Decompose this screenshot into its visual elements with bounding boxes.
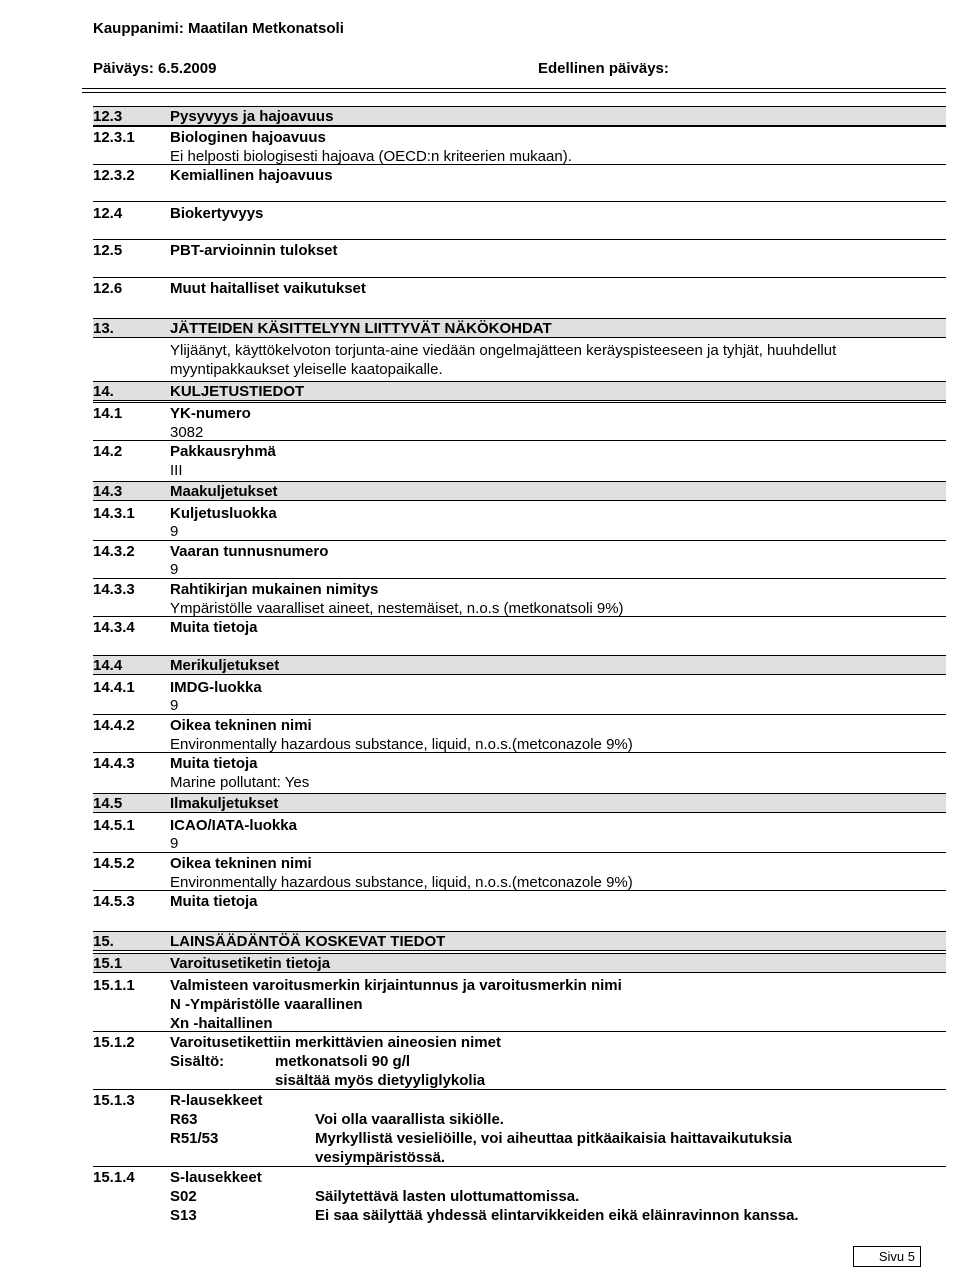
phrase-text: Voi olla vaarallista sikiölle. [315, 1111, 504, 1128]
section-title: LAINSÄÄDÄNTÖÄ KOSKEVAT TIEDOT [170, 933, 446, 950]
item-label: YK-numero [170, 405, 251, 422]
item-number: 12.3.2 [93, 167, 135, 184]
divider [93, 714, 946, 715]
page-number: Sivu 5 [853, 1246, 921, 1267]
item-label: Valmisteen varoitusmerkin kirjaintunnus ja varoitusmerkin nimi [170, 977, 622, 994]
item-label: Muita tietoja [170, 893, 258, 910]
content-value: sisältää myös dietyyliglykolia [275, 1072, 486, 1089]
divider [93, 890, 946, 891]
item-number: 12.6 [93, 280, 123, 297]
item-label: Pakkausryhmä [170, 443, 276, 460]
item-label: PBT-arvioinnin tulokset [170, 242, 338, 259]
item-value: 9 [170, 835, 179, 852]
divider [93, 1089, 946, 1090]
divider [93, 540, 946, 541]
item-number: 12.3.1 [93, 129, 135, 146]
divider [93, 440, 946, 441]
item-number: 15.1.1 [93, 977, 135, 994]
item-label: Vaaran tunnusnumero [170, 543, 329, 560]
section-text: Ylijäänyt, käyttökelvoton torjunta-aine viedään ongelmajätteen keräyspisteeseen ja tyhjät, huuhdellut [170, 342, 837, 359]
phrase-code: R63 [170, 1111, 198, 1128]
item-label: Maakuljetukset [170, 483, 278, 500]
divider [93, 616, 946, 617]
item-value: N -Ympäristölle vaarallinen [170, 996, 363, 1013]
phrase-code: S02 [170, 1188, 197, 1205]
item-number: 14.5 [93, 795, 123, 812]
divider [93, 852, 946, 853]
section-number: 14. [93, 383, 114, 400]
divider [93, 578, 946, 579]
item-number: 14.5.3 [93, 893, 135, 910]
item-number: 14.4.3 [93, 755, 135, 772]
item-label: Biokertyvyys [170, 205, 264, 222]
document-date: Päiväys: 6.5.2009 [93, 60, 217, 77]
item-number: 14.3 [93, 483, 123, 500]
item-label: Oikea tekninen nimi [170, 855, 312, 872]
item-label: Varoitusetikettiin merkittävien aineosien nimet [170, 1034, 501, 1051]
divider [93, 402, 946, 403]
item-value: Environmentally hazardous substance, liquid, n.o.s.(metconazole 9%) [170, 874, 633, 891]
section-number: 12.3 [93, 108, 123, 125]
phrase-text: vesiympäristössä. [315, 1149, 446, 1166]
divider [93, 752, 946, 753]
item-number: 14.3.4 [93, 619, 135, 636]
phrase-code: S13 [170, 1207, 197, 1224]
item-label: Ilmakuljetukset [170, 795, 279, 812]
divider [93, 164, 946, 165]
item-value: Environmentally hazardous substance, liquid, n.o.s.(metconazole 9%) [170, 736, 633, 753]
previous-date: Edellinen päiväys: [538, 60, 669, 77]
phrase-code: R51/53 [170, 1130, 219, 1147]
item-number: 14.4.2 [93, 717, 135, 734]
section-number: 15. [93, 933, 114, 950]
item-value: Marine pollutant: Yes [170, 774, 310, 791]
item-label: Kuljetusluokka [170, 505, 277, 522]
content-key: Sisältö: [170, 1053, 225, 1070]
item-number: 15.1.3 [93, 1092, 135, 1109]
section-title: JÄTTEIDEN KÄSITTELYYN LIITTYVÄT NÄKÖKOHDAT [170, 320, 552, 337]
item-value: 9 [170, 697, 179, 714]
item-number: 14.5.2 [93, 855, 135, 872]
item-label: Rahtikirjan mukainen nimitys [170, 581, 379, 598]
item-number: 15.1 [93, 955, 123, 972]
item-number: 14.3.2 [93, 543, 135, 560]
divider [93, 1031, 946, 1032]
item-number: 14.5.1 [93, 817, 135, 834]
section-number: 13. [93, 320, 114, 337]
item-label: Muita tietoja [170, 755, 258, 772]
item-value: 3082 [170, 424, 204, 441]
item-label: IMDG-luokka [170, 679, 262, 696]
divider [93, 239, 946, 240]
header-rule [82, 88, 946, 89]
item-number: 14.3.1 [93, 505, 135, 522]
item-label: ICAO/IATA-luokka [170, 817, 297, 834]
content-value: metkonatsoli 90 g/l [275, 1053, 411, 1070]
item-label: Muut haitalliset vaikutukset [170, 280, 366, 297]
item-label: Muita tietoja [170, 619, 258, 636]
item-value: Ympäristölle vaaralliset aineet, nestemäiset, n.o.s (metkonatsoli 9%) [170, 600, 624, 617]
item-number: 14.4 [93, 657, 123, 674]
section-title: Pysyvyys ja hajoavuus [170, 108, 334, 125]
item-label: Varoitusetiketin tietoja [170, 955, 331, 972]
section-text: myyntipakkaukset yleiselle kaatopaikalle. [170, 361, 443, 378]
divider [93, 126, 946, 127]
item-number: 14.2 [93, 443, 123, 460]
item-label: S-lausekkeet [170, 1169, 262, 1186]
item-label: Biologinen hajoavuus [170, 129, 326, 146]
company-name: Kauppanimi: Maatilan Metkonatsoli [93, 20, 344, 37]
item-number: 14.3.3 [93, 581, 135, 598]
item-number: 15.1.2 [93, 1034, 135, 1051]
phrase-text: Ei saa säilyttää yhdessä elintarvikkeiden eikä eläinravinnon kanssa. [315, 1207, 799, 1224]
item-value: 9 [170, 561, 179, 578]
item-number: 12.4 [93, 205, 123, 222]
item-label: Kemiallinen hajoavuus [170, 167, 333, 184]
item-value: Xn -haitallinen [170, 1015, 273, 1032]
divider [93, 201, 946, 202]
item-number: 15.1.4 [93, 1169, 135, 1186]
phrase-text: Myrkyllistä vesieliöille, voi aiheuttaa pitkäaikaisia haittavaikutuksia [315, 1130, 792, 1147]
item-label: Oikea tekninen nimi [170, 717, 312, 734]
section-title: KULJETUSTIEDOT [170, 383, 305, 400]
item-number: 12.5 [93, 242, 123, 259]
item-text: Ei helposti biologisesti hajoava (OECD:n kriteerien mukaan). [170, 148, 572, 165]
header-rule-2 [82, 92, 946, 93]
item-number: 14.4.1 [93, 679, 135, 696]
item-label: R-lausekkeet [170, 1092, 263, 1109]
divider [93, 1166, 946, 1167]
item-value: 9 [170, 523, 179, 540]
divider [93, 277, 946, 278]
item-value: III [170, 462, 183, 479]
item-number: 14.1 [93, 405, 123, 422]
phrase-text: Säilytettävä lasten ulottumattomissa. [315, 1188, 580, 1205]
item-label: Merikuljetukset [170, 657, 280, 674]
